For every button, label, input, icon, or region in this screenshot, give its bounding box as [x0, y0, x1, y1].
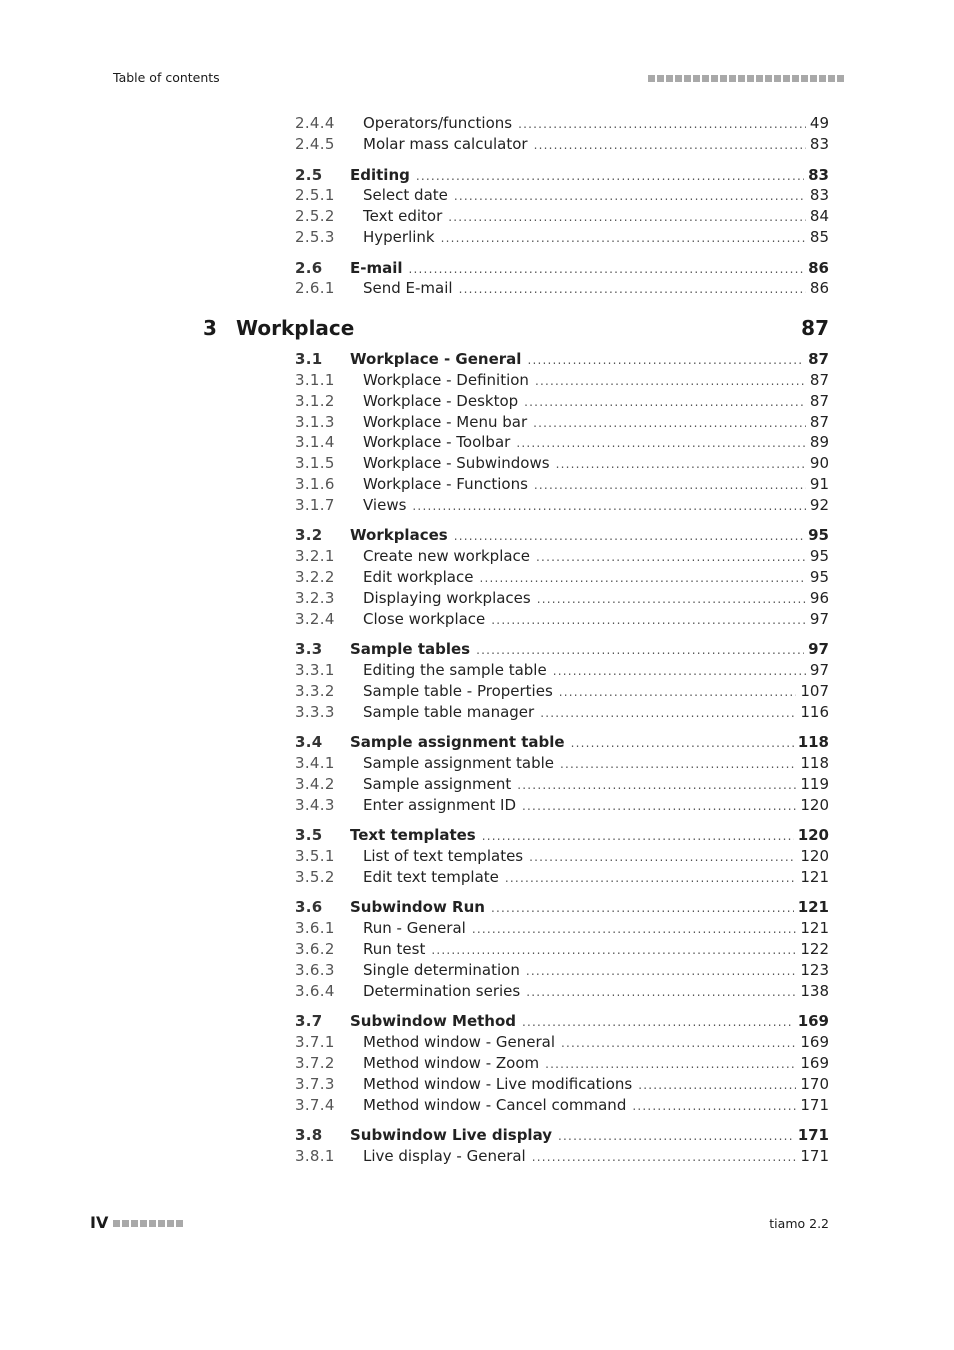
dot-leader: [527, 350, 804, 371]
toc-section-entry[interactable]: [295, 897, 829, 918]
entry-page-number: 96: [809, 589, 829, 607]
chapter-number: 3: [203, 316, 217, 340]
dot-leader: [536, 547, 806, 568]
dot-leader: [534, 475, 806, 496]
entry-title: Workplace - Functions: [363, 475, 528, 493]
entry-page-number: 87: [808, 350, 829, 368]
toc-chapter-heading[interactable]: [203, 316, 829, 342]
entry-page-number: 119: [800, 775, 829, 793]
entry-number: 3.6.2: [295, 940, 335, 958]
entry-title: Single determination: [363, 961, 520, 979]
entry-title: Workplace - Subwindows: [363, 454, 550, 472]
header-decorative-dashes: [648, 75, 844, 82]
toc-subsection-entry[interactable]: [295, 474, 829, 495]
toc-subsection-entry[interactable]: [295, 609, 829, 630]
toc-subsection-entry[interactable]: [295, 1146, 829, 1167]
entry-page-number: 121: [800, 868, 829, 886]
entry-page-number: 118: [797, 733, 829, 751]
dot-leader: [522, 1012, 794, 1033]
entry-title: Subwindow Method: [350, 1012, 517, 1030]
toc-subsection-entry[interactable]: [295, 370, 829, 391]
entry-number: 3.2: [295, 526, 323, 544]
toc-section-entry[interactable]: [295, 525, 829, 546]
entry-page-number: 91: [809, 475, 829, 493]
entry-title: Views: [363, 496, 407, 514]
entry-page-number: 83: [808, 166, 829, 184]
toc-subsection-entry[interactable]: [295, 432, 829, 453]
entry-title: Live display - General: [363, 1147, 526, 1165]
dot-leader: [532, 1147, 797, 1168]
entry-number: 2.4.5: [295, 135, 335, 153]
entry-number: 3.3.2: [295, 682, 335, 700]
entry-page-number: 122: [800, 940, 829, 958]
entry-title: Sample assignment table: [363, 754, 555, 772]
entry-page-number: 87: [809, 413, 829, 431]
entry-number: 3.1.4: [295, 433, 335, 451]
dot-leader: [561, 1033, 796, 1054]
entry-number: 2.5.3: [295, 228, 335, 246]
entry-page-number: 97: [809, 610, 829, 628]
entry-number: 2.5.1: [295, 186, 335, 204]
dot-leader: [524, 392, 806, 413]
entry-number: 3.6.3: [295, 961, 335, 979]
entry-number: 3.4.1: [295, 754, 335, 772]
toc-subsection-entry[interactable]: [295, 495, 829, 516]
entry-number: 3.1.1: [295, 371, 335, 389]
entry-number: 3.4: [295, 733, 323, 751]
entry-page-number: 49: [809, 114, 829, 132]
dot-leader: [454, 526, 804, 547]
toc-subsection-entry[interactable]: [295, 206, 829, 227]
entry-title: Editing: [350, 166, 410, 184]
entry-number: 3.7.1: [295, 1033, 335, 1051]
entry-number: 3.7: [295, 1012, 323, 1030]
toc-subsection-entry[interactable]: [295, 1095, 829, 1116]
toc-subsection-entry[interactable]: [295, 702, 829, 723]
entry-number: 3.4.2: [295, 775, 335, 793]
entry-title: Sample table manager: [363, 703, 535, 721]
toc-subsection-entry[interactable]: [295, 391, 829, 412]
toc-section-entry[interactable]: [295, 258, 829, 279]
entry-title: Method window - Zoom: [363, 1054, 540, 1072]
entry-page-number: 120: [800, 847, 829, 865]
entry-title: Method window - Cancel command: [363, 1096, 627, 1114]
entry-number: 3.7.4: [295, 1096, 335, 1114]
dot-leader: [472, 919, 797, 940]
dot-leader: [505, 868, 796, 889]
entry-page-number: 85: [809, 228, 829, 246]
entry-title: Workplace - General: [350, 350, 522, 368]
toc-subsection-entry[interactable]: [295, 278, 829, 299]
dot-leader: [431, 940, 796, 961]
entry-number: 3.7.2: [295, 1054, 335, 1072]
entry-page-number: 95: [809, 568, 829, 586]
entry-number: 3.5.2: [295, 868, 335, 886]
toc-section-entry[interactable]: [295, 165, 829, 186]
entry-number: 3.5.1: [295, 847, 335, 865]
dot-leader: [479, 568, 805, 589]
entry-number: 2.6.1: [295, 279, 335, 297]
dot-leader: [491, 898, 794, 919]
entry-number: 3.3.3: [295, 703, 335, 721]
entry-page-number: 120: [797, 826, 829, 844]
toc-section-entry[interactable]: [295, 349, 829, 370]
toc-subsection-entry[interactable]: [295, 774, 829, 795]
entry-title: Create new workplace: [363, 547, 531, 565]
entry-page-number: 121: [800, 919, 829, 937]
toc-subsection-entry[interactable]: [295, 960, 829, 981]
toc-subsection-entry[interactable]: [295, 753, 829, 774]
dot-leader: [459, 279, 806, 300]
toc-section-entry[interactable]: [295, 1125, 829, 1146]
entry-number: 2.5: [295, 166, 323, 184]
toc-section-entry[interactable]: [295, 732, 829, 753]
dot-leader: [553, 661, 806, 682]
entry-number: 3.1.6: [295, 475, 335, 493]
entry-page-number: 121: [797, 898, 829, 916]
entry-title: Workplace - Menu bar: [363, 413, 528, 431]
entry-number: 2.5.2: [295, 207, 335, 225]
toc-subsection-entry[interactable]: [295, 918, 829, 939]
entry-title: Displaying workplaces: [363, 589, 531, 607]
dot-leader: [409, 259, 805, 280]
dot-leader: [638, 1075, 796, 1096]
entry-number: 3.8: [295, 1126, 323, 1144]
toc-subsection-entry[interactable]: [295, 939, 829, 960]
toc-subsection-entry[interactable]: [295, 867, 829, 888]
toc-subsection-entry[interactable]: [295, 113, 829, 134]
chapter-title: Workplace: [236, 316, 355, 340]
entry-number: 3.8.1: [295, 1147, 335, 1165]
dot-leader: [533, 413, 806, 434]
entry-title: Select date: [363, 186, 448, 204]
entry-page-number: 170: [800, 1075, 829, 1093]
entry-page-number: 89: [809, 433, 829, 451]
entry-page-number: 90: [809, 454, 829, 472]
entry-title: Workplace - Toolbar: [363, 433, 511, 451]
entry-page-number: 83: [809, 135, 829, 153]
toc-subsection-entry[interactable]: [295, 546, 829, 567]
toc-subsection-entry[interactable]: [295, 134, 829, 155]
entry-page-number: 86: [808, 259, 829, 277]
dot-leader: [540, 703, 796, 724]
entry-title: Determination series: [363, 982, 521, 1000]
dot-leader: [412, 496, 805, 517]
entry-number: 3.7.3: [295, 1075, 335, 1093]
dot-leader: [529, 847, 796, 868]
dot-leader: [559, 682, 797, 703]
entry-title: Close workplace: [363, 610, 486, 628]
toc-subsection-entry[interactable]: [295, 1074, 829, 1095]
toc-section-entry[interactable]: [295, 825, 829, 846]
entry-title: Workplace - Desktop: [363, 392, 519, 410]
entry-page-number: 107: [800, 682, 829, 700]
entry-page-number: 87: [809, 371, 829, 389]
entry-page-number: 118: [800, 754, 829, 772]
entry-number: 3.1.3: [295, 413, 335, 431]
entry-title: Send E-mail: [363, 279, 453, 297]
entry-number: 3.3: [295, 640, 323, 658]
entry-number: 3.5: [295, 826, 323, 844]
entry-page-number: 84: [809, 207, 829, 225]
entry-title: Run - General: [363, 919, 466, 937]
entry-number: 3.1.2: [295, 392, 335, 410]
toc-subsection-entry[interactable]: [295, 567, 829, 588]
entry-number: 3.1.5: [295, 454, 335, 472]
dot-leader: [535, 371, 806, 392]
entry-page-number: 116: [800, 703, 829, 721]
entry-number: 3.2.4: [295, 610, 335, 628]
dot-leader: [537, 589, 806, 610]
footer-product-name: tiamo 2.2: [769, 1216, 829, 1231]
entry-page-number: 123: [800, 961, 829, 979]
toc-subsection-entry[interactable]: [295, 981, 829, 1002]
entry-number: 3.6: [295, 898, 323, 916]
dot-leader: [526, 982, 796, 1003]
entry-page-number: 120: [800, 796, 829, 814]
entry-title: Method window - General: [363, 1033, 555, 1051]
entry-title: List of text templates: [363, 847, 524, 865]
toc-subsection-entry[interactable]: [295, 660, 829, 681]
entry-number: 3.1: [295, 350, 323, 368]
entry-title: Editing the sample table: [363, 661, 547, 679]
entry-number: 3.2.1: [295, 547, 335, 565]
dot-leader: [526, 961, 797, 982]
entry-title: Subwindow Live display: [350, 1126, 553, 1144]
running-header-title: Table of contents: [113, 70, 220, 85]
entry-page-number: 169: [800, 1054, 829, 1072]
entry-number: 3.6.1: [295, 919, 335, 937]
dot-leader: [476, 640, 804, 661]
toc-section-entry[interactable]: [295, 639, 829, 660]
entry-title: Workplace - Definition: [363, 371, 529, 389]
toc-subsection-entry[interactable]: [295, 185, 829, 206]
toc-subsection-entry[interactable]: [295, 1032, 829, 1053]
entry-title: Molar mass calculator: [363, 135, 528, 153]
entry-number: 3.6.4: [295, 982, 335, 1000]
entry-title: Sample assignment: [363, 775, 512, 793]
toc-subsection-entry[interactable]: [295, 681, 829, 702]
entry-title: Hyperlink: [363, 228, 435, 246]
footer-page-number: IV: [90, 1213, 109, 1232]
dot-leader: [556, 454, 806, 475]
entry-title: Operators/functions: [363, 114, 513, 132]
entry-title: Sample tables: [350, 640, 471, 658]
entry-title: E-mail: [350, 259, 403, 277]
dot-leader: [560, 754, 796, 775]
toc-subsection-entry[interactable]: [295, 588, 829, 609]
dot-leader: [517, 775, 796, 796]
entry-page-number: 171: [800, 1147, 829, 1165]
entry-title: Method window - Live modifications: [363, 1075, 633, 1093]
entry-page-number: 97: [808, 640, 829, 658]
toc-subsection-entry[interactable]: [295, 227, 829, 248]
entry-number: 3.4.3: [295, 796, 335, 814]
dot-leader: [534, 135, 806, 156]
entry-page-number: 169: [800, 1033, 829, 1051]
dot-leader: [516, 433, 806, 454]
entry-title: Sample assignment table: [350, 733, 565, 751]
dot-leader: [416, 166, 804, 187]
entry-title: Edit workplace: [363, 568, 474, 586]
toc-subsection-entry[interactable]: [295, 795, 829, 816]
entry-title: Run test: [363, 940, 426, 958]
toc-subsection-entry[interactable]: [295, 453, 829, 474]
entry-page-number: 86: [809, 279, 829, 297]
dot-leader: [571, 733, 794, 754]
entry-number: 2.4.4: [295, 114, 335, 132]
entry-page-number: 95: [809, 547, 829, 565]
toc-subsection-entry[interactable]: [295, 846, 829, 867]
entry-page-number: 95: [808, 526, 829, 544]
entry-page-number: 171: [800, 1096, 829, 1114]
dot-leader: [558, 1126, 794, 1147]
chapter-page: 87: [801, 316, 829, 340]
entry-page-number: 97: [809, 661, 829, 679]
dot-leader: [518, 114, 806, 135]
entry-number: 3.3.1: [295, 661, 335, 679]
entry-page-number: 92: [809, 496, 829, 514]
dot-leader: [491, 610, 806, 631]
dot-leader: [632, 1096, 796, 1117]
entry-page-number: 83: [809, 186, 829, 204]
entry-number: 3.2.2: [295, 568, 335, 586]
entry-title: Enter assignment ID: [363, 796, 517, 814]
entry-title: Edit text template: [363, 868, 499, 886]
dot-leader: [482, 826, 794, 847]
toc-subsection-entry[interactable]: [295, 412, 829, 433]
entry-page-number: 171: [797, 1126, 829, 1144]
entry-number: 3.1.7: [295, 496, 335, 514]
entry-title: Workplaces: [350, 526, 448, 544]
dot-leader: [441, 228, 806, 249]
dot-leader: [545, 1054, 796, 1075]
dot-leader: [448, 207, 806, 228]
entry-page-number: 87: [809, 392, 829, 410]
entry-page-number: 138: [800, 982, 829, 1000]
dot-leader: [522, 796, 796, 817]
entry-title: Subwindow Run: [350, 898, 485, 916]
entry-title: Sample table - Properties: [363, 682, 553, 700]
entry-title: Text templates: [350, 826, 476, 844]
entry-title: Text editor: [363, 207, 443, 225]
toc-section-entry[interactable]: [295, 1011, 829, 1032]
dot-leader: [454, 186, 806, 207]
entry-number: 3.2.3: [295, 589, 335, 607]
entry-number: 2.6: [295, 259, 323, 277]
entry-page-number: 169: [797, 1012, 829, 1030]
toc-subsection-entry[interactable]: [295, 1053, 829, 1074]
footer-decorative-dashes: [113, 1220, 183, 1227]
